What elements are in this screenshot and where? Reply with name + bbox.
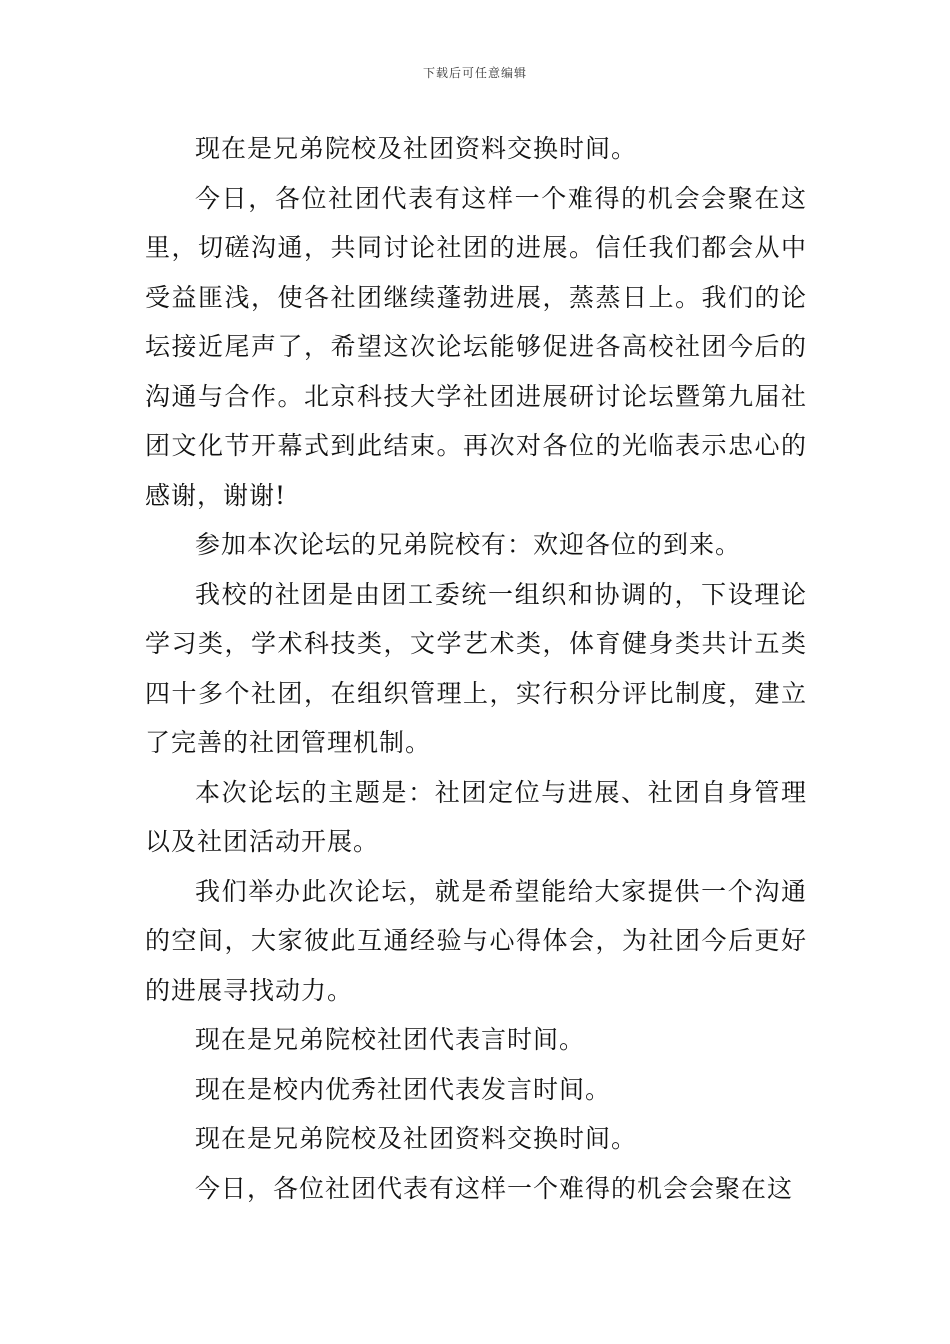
paragraph: 我们举办此次论坛，就是希望能给大家提供一个沟通的空间，大家彼此互通经验与心得体会，为社团今后更好的进展寻找动力。 <box>145 876 807 1005</box>
header-note: 下载后可任意编辑 <box>422 66 527 80</box>
paragraph: 本次论坛的主题是：社团定位与进展、社团自身管理以及社团活动开展。 <box>145 777 807 856</box>
paragraph: 现在是校内优秀社团代表发言时间。 <box>195 1074 612 1104</box>
paragraph: 现在是兄弟院校及社团资料交换时间。 <box>195 134 638 163</box>
paragraph: 现在是兄弟院校及社团资料交换时间。 <box>195 1124 638 1153</box>
paragraph: 今日，各位社团代表有这样一个难得的机会会聚在这 <box>195 1173 794 1203</box>
paragraph: 我校的社团是由团工委统一组织和协调的，下设理论学习类，学术科技类，文学艺术类，体育健身类共计五类四十多个社团，在组织管理上，实行积分评比制度，建立了完善的社团管理机制。 <box>145 579 807 757</box>
body-text <box>145 124 807 1213</box>
paragraph: 现在是兄弟院校社团代表言时间。 <box>195 1025 586 1054</box>
paragraph: 参加本次论坛的兄弟院校有：欢迎各位的到来。 <box>195 530 742 559</box>
paragraph: 今日，各位社团代表有这样一个难得的机会会聚在这里，切磋沟通，共同讨论社团的进展。信任我们都会从中受益匪浅，使各社团继续蓬勃进展，蒸蒸日上。我们的论坛接近尾声了，希望这次论坛能够促进各高校社团今后的沟通与合作。北京科技大学社团进展研讨论坛暨第九届社团文化节开幕式到此结束。再次对各位的光临表示忠心的感谢，谢谢! <box>145 183 807 510</box>
